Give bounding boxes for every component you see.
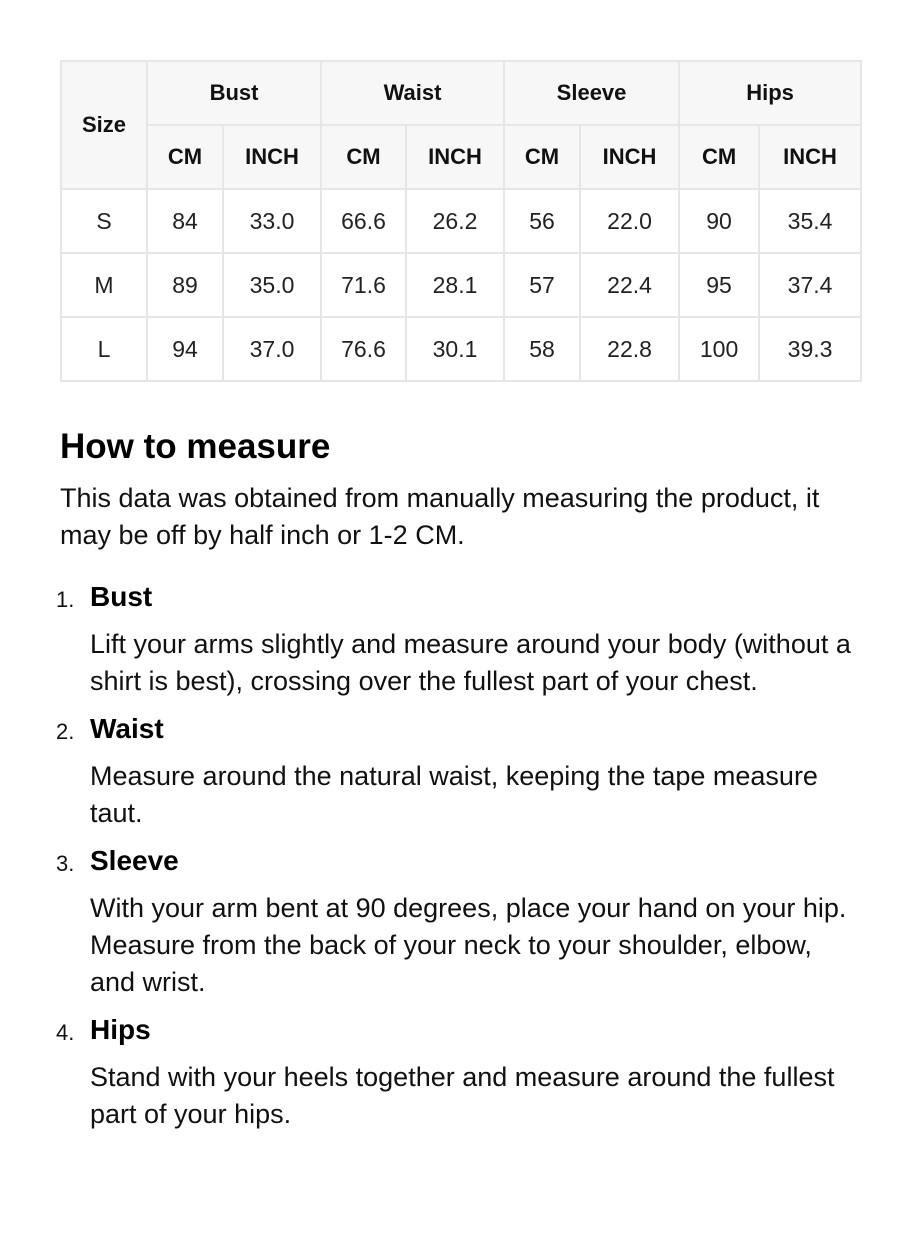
table-cell: 37.0: [223, 317, 321, 381]
table-cell: 37.4: [759, 253, 861, 317]
size-cell: L: [61, 317, 147, 381]
size-cell: S: [61, 189, 147, 253]
step-description: Measure around the natural waist, keeping the tape measure taut.: [90, 761, 818, 828]
how-to-measure-title: How to measure: [60, 427, 331, 466]
table-cell: 58: [504, 317, 580, 381]
list-item: [56, 844, 860, 1001]
step-number: 2.: [56, 719, 75, 744]
table-cell: 35.0: [223, 253, 321, 317]
table-cell: 28.1: [406, 253, 504, 317]
unit-header: INCH: [406, 125, 504, 189]
table-cell: 76.6: [321, 317, 406, 381]
table-cell: 66.6: [321, 189, 406, 253]
table-cell: 71.6: [321, 253, 406, 317]
table-cell: 26.2: [406, 189, 504, 253]
unit-header: INCH: [759, 125, 861, 189]
table-cell: 90: [679, 189, 759, 253]
step-description: With your arm bent at 90 degrees, place your hand on your hip. Measure from the back of your neck to your shoulder, elbow, and wrist.: [90, 893, 847, 997]
table-cell: 22.8: [580, 317, 679, 381]
step-title: Bust: [90, 581, 153, 612]
group-header-waist: Waist: [321, 61, 504, 125]
step-number: 1.: [56, 587, 75, 612]
table-cell: 89: [147, 253, 223, 317]
unit-header: CM: [321, 125, 406, 189]
table-cell: 57: [504, 253, 580, 317]
table-row: [61, 317, 861, 381]
table-cell: 84: [147, 189, 223, 253]
step-description: Stand with your heels together and measure around the fullest part of your hips.: [90, 1062, 835, 1129]
step-title: Sleeve: [90, 845, 179, 876]
table-cell: 56: [504, 189, 580, 253]
step-number: 3.: [56, 851, 75, 876]
table-cell: 94: [147, 317, 223, 381]
group-header-hips: Hips: [679, 61, 861, 125]
table-cell: 95: [679, 253, 759, 317]
step-title: Waist: [90, 713, 164, 744]
unit-header: INCH: [223, 125, 321, 189]
unit-header-row: [61, 125, 861, 189]
step-description: Lift your arms slightly and measure around your body (without a shirt is best), crossing over the fullest part of your chest.: [90, 629, 851, 696]
list-item: [56, 712, 860, 832]
table-row: [61, 189, 861, 253]
group-header-bust: Bust: [147, 61, 321, 125]
size-chart-table: [60, 60, 862, 382]
unit-header: CM: [147, 125, 223, 189]
table-row: [61, 253, 861, 317]
unit-header: INCH: [580, 125, 679, 189]
size-column-header: Size: [61, 61, 147, 189]
table-cell: 30.1: [406, 317, 504, 381]
table-cell: 22.4: [580, 253, 679, 317]
table-cell: 35.4: [759, 189, 861, 253]
table-cell: 33.0: [223, 189, 321, 253]
group-header-row: [61, 61, 861, 125]
group-header-sleeve: Sleeve: [504, 61, 679, 125]
table-cell: 100: [679, 317, 759, 381]
list-item: [56, 1013, 860, 1133]
step-title: Hips: [90, 1014, 151, 1045]
measure-intro: This data was obtained from manually measuring the product, it may be off by half inch or 1-2 CM.: [60, 483, 820, 550]
list-item: [56, 580, 860, 700]
step-number: 4.: [56, 1020, 75, 1045]
table-cell: 22.0: [580, 189, 679, 253]
measure-steps-list: [56, 580, 860, 1133]
table-cell: 39.3: [759, 317, 861, 381]
unit-header: CM: [504, 125, 580, 189]
unit-header: CM: [679, 125, 759, 189]
size-guide: [56, 60, 860, 1145]
size-cell: M: [61, 253, 147, 317]
